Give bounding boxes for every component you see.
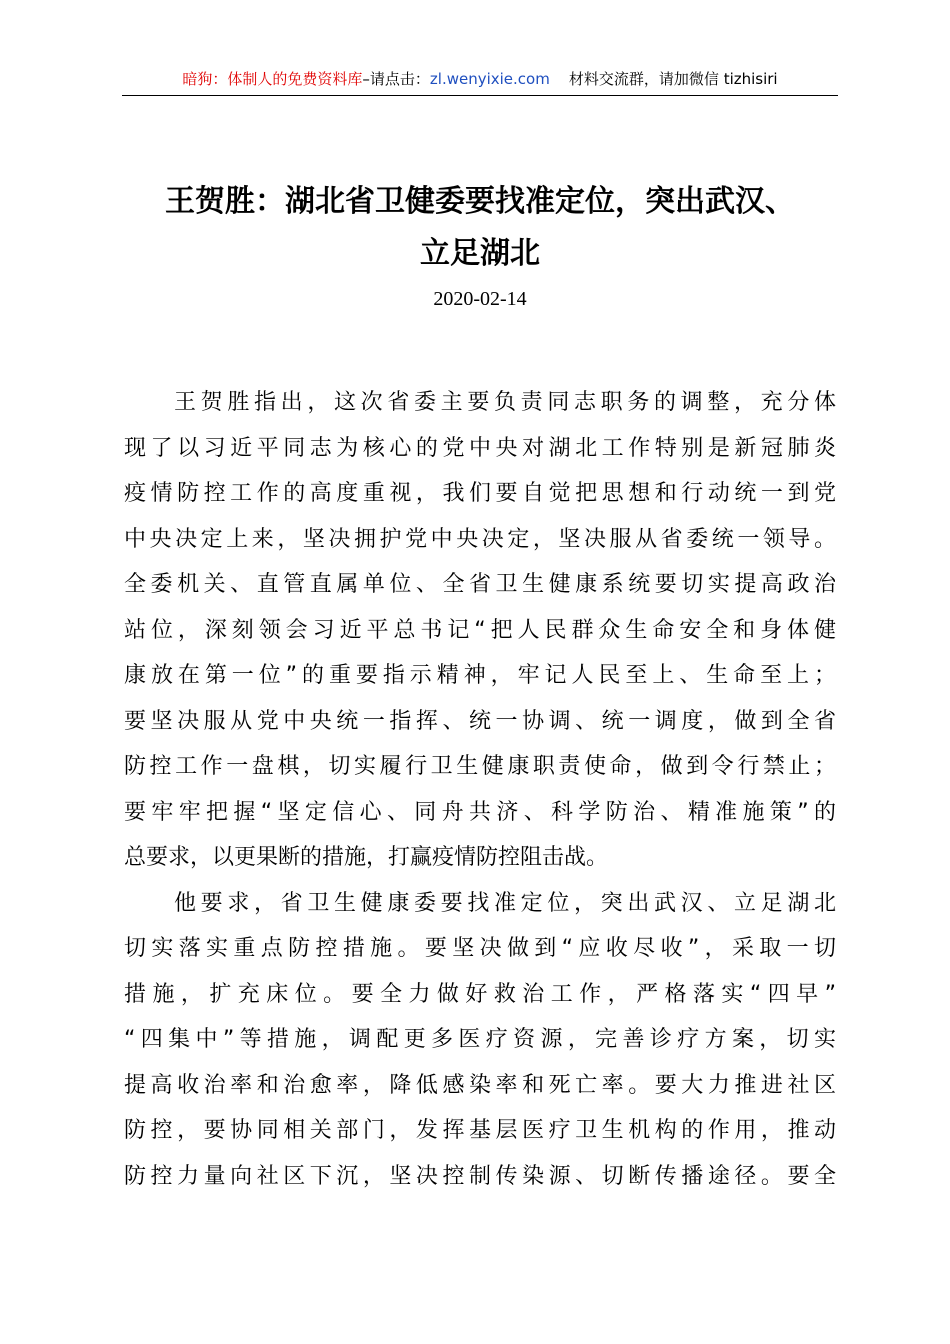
text-line: 康放在第一位”的重要指示精神，牢记人民至上、生命至上； [124,663,836,688]
text-line: 防控力量向社区下沉，坚决控制传染源、切断传播途径。要全 [124,1163,836,1189]
title-line-2: 立足湖北 [420,236,540,271]
header-click-prompt: –请点击： [362,70,430,88]
text-line: “四集中”等措施，调配更多医疗资源，完善诊疗方案，切实 [124,1027,836,1052]
text-line: 要坚决服从党中央统一指挥、统一协调、统一调度，做到全省 [124,708,836,734]
header-site-name: 暗狗：体制人的免费资料库 [182,70,363,88]
page-header [122,68,838,90]
text-line: 中央决定上来，坚决拥护党中央决定，坚决服从省委统一领导。 [124,526,836,552]
header-link[interactable]: zl.wenyixie.com [429,70,550,88]
paragraph-1 [124,380,836,881]
text-line: 措施，扩充床位。要全力做好救治工作，严格落实“四早” [124,981,836,1007]
text-line: 他要求，省卫生健康委要找准定位，突出武汉、立足湖北 [174,890,836,916]
article-date: 2020-02-14 [433,288,527,310]
text-line: 要牢牢把握“坚定信心、同舟共济、科学防治、精准施策”的 [124,799,836,825]
article-body [124,380,836,1199]
text-line: 站位，深刻领会习近平总书记“把人民群众生命安全和身体健 [124,617,836,643]
text-line: 现了以习近平同志为核心的党中央对湖北工作特别是新冠肺炎 [124,435,836,461]
text-line: 王贺胜指出，这次省委主要负责同志职务的调整，充分体 [174,390,836,415]
text-line: 全委机关、直管直属单位、全省卫生健康系统要切实提高政治 [124,572,836,597]
text-line: 疫情防控工作的高度重视，我们要自觉把思想和行动统一到党 [124,481,836,506]
text-line: 总要求，以更果断的措施，打赢疫情防控阻击战。 [124,845,609,870]
title-line-1: 王贺胜：湖北省卫健委要找准定位，突出武汉、 [165,184,795,219]
header-wechat-note: 材料交流群，请加微信 tizhisiri [568,70,778,88]
text-line: 提高收治率和治愈率，降低感染率和死亡率。要大力推进社区 [124,1072,836,1098]
text-line: 防控，要协同相关部门，发挥基层医疗卫生机构的作用，推动 [124,1118,836,1143]
paragraph-2 [124,881,836,1200]
text-line: 防控工作一盘棋，切实履行卫生健康职责使命，做到令行禁止； [124,754,836,779]
text-line: 切实落实重点防控措施。要坚决做到“应收尽收”，采取一切 [124,936,836,961]
header-divider [122,95,838,96]
article-title [100,176,860,280]
